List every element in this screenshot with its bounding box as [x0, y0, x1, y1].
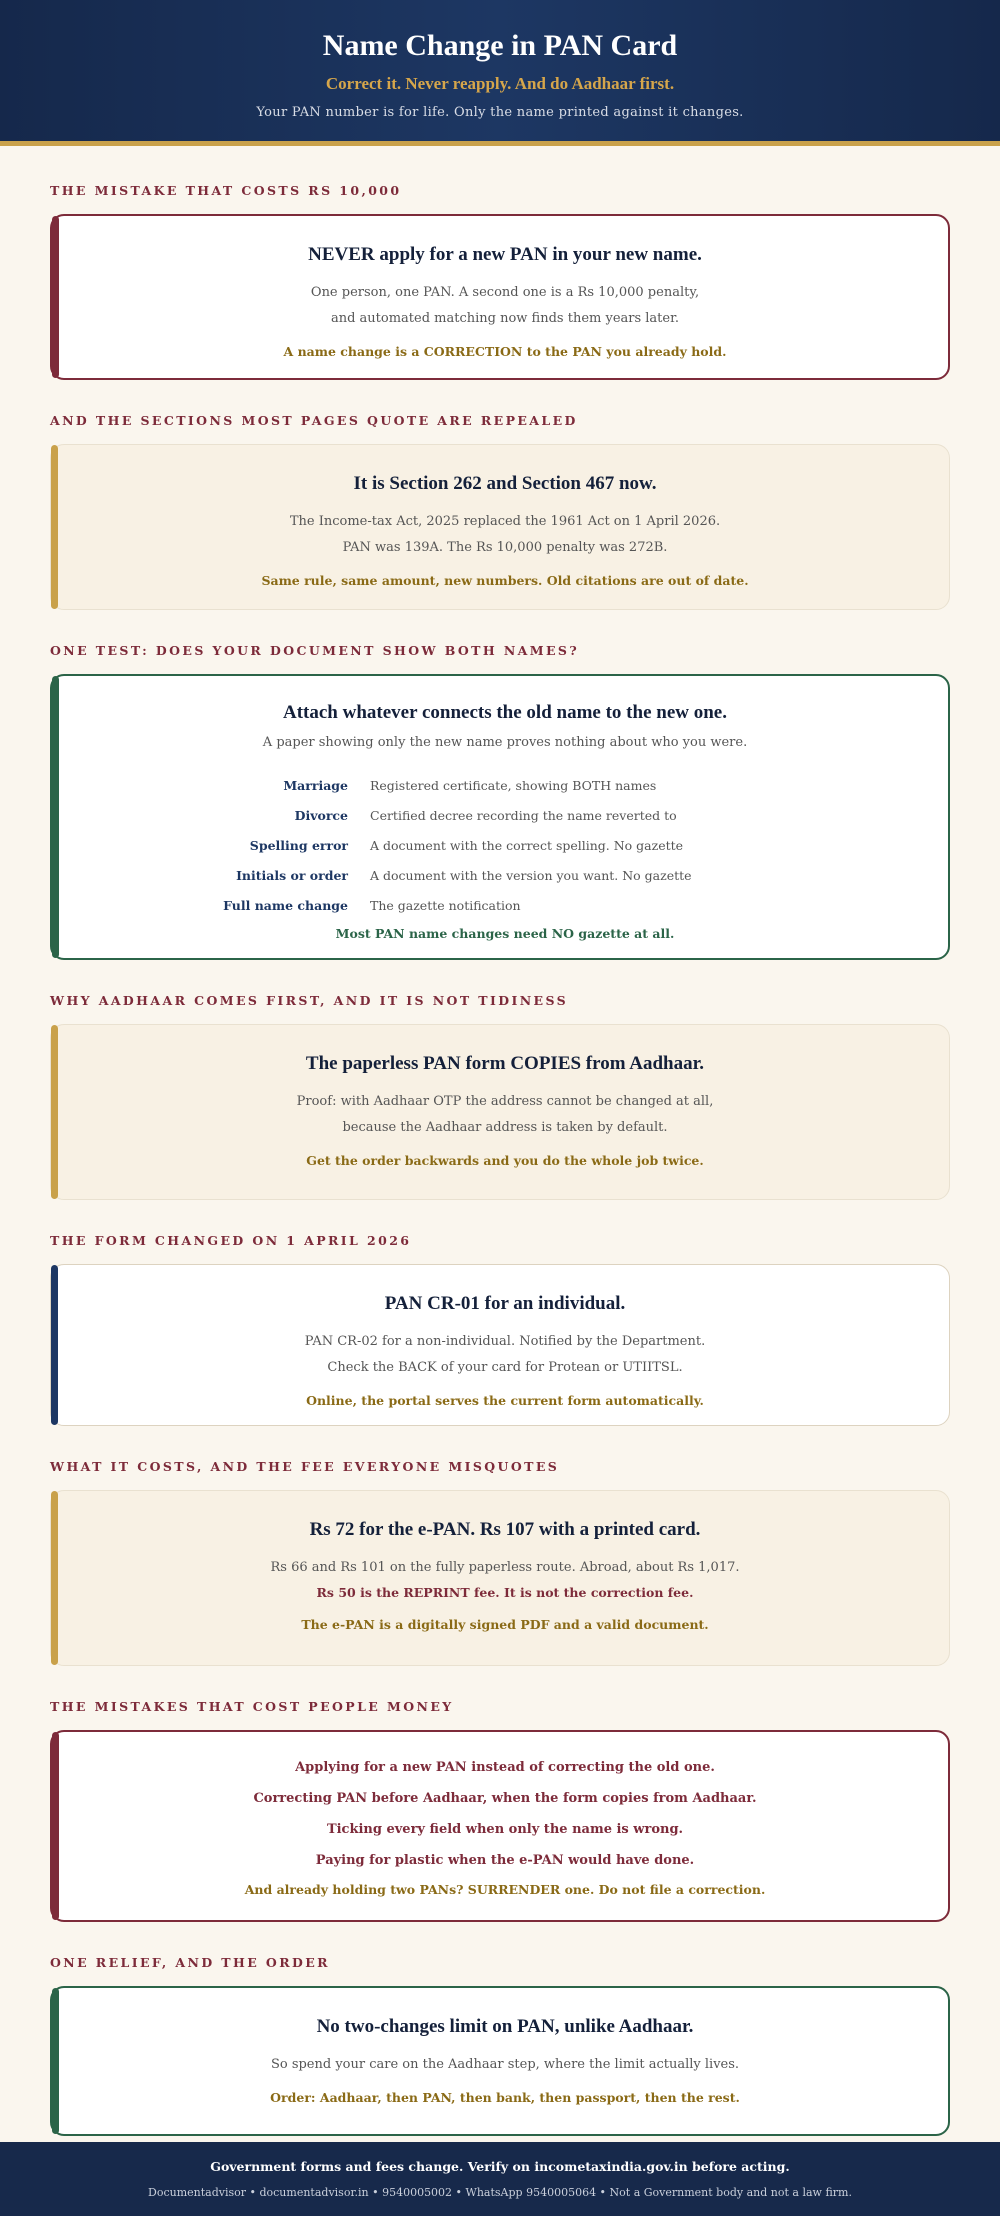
card-heading: PAN CR-01 for an individual. — [384, 1293, 626, 1314]
card-note: And already holding two PANs? SURRENDER one. Do not file a correction. — [244, 1882, 766, 1897]
section-label-test: ONE TEST: DOES YOUR DOCUMENT SHOW BOTH NAMES? — [50, 643, 580, 658]
card-repealed — [50, 444, 950, 610]
row-document: A document with the version you want. No gazette — [370, 867, 692, 883]
card-text: and automated matching now finds them years later. — [330, 311, 680, 326]
section-label-mistake: THE MISTAKE THAT COSTS RS 10,000 — [50, 183, 402, 198]
card-note: Order: Aadhaar, then PAN, then bank, then passport, then the rest. — [270, 2090, 740, 2105]
row-document: Registered certificate, showing BOTH names — [370, 777, 657, 793]
card-text: because the Aadhaar address is taken by default. — [342, 1120, 668, 1135]
footer-disclaimer: Government forms and fees change. Verify on incometaxindia.gov.in before acting. — [210, 2159, 790, 2174]
card-accent-bar — [51, 1025, 58, 1199]
section-label-repealed: AND THE SECTIONS MOST PAGES QUOTE ARE REPEALED — [50, 413, 578, 428]
card-accent-bar — [52, 1988, 59, 2134]
card-form — [50, 1264, 950, 1426]
footer-contact: Documentadvisor • documentadvisor.in • 9540005002 • WhatsApp 9540005064 • Not a Government body and not a law firm. — [148, 2186, 852, 2199]
card-heading: It is Section 262 and Section 467 now. — [353, 473, 657, 494]
card-heading: NEVER apply for a new PAN in your new name. — [308, 244, 702, 265]
document-table — [102, 770, 908, 920]
row-document: A document with the correct spelling. No gazette — [370, 837, 684, 853]
page-footer — [0, 2142, 1000, 2216]
card-text: Rs 66 and Rs 101 on the fully paperless route. Abroad, about Rs 1,017. — [270, 1560, 740, 1575]
row-case: Spelling error — [249, 837, 348, 853]
row-case: Divorce — [294, 807, 348, 823]
card-heading: Attach whatever connects the old name to the new one. — [283, 702, 727, 723]
table-row — [102, 830, 908, 860]
page-subtitle: Correct it. Never reapply. And do Aadhaar first. — [325, 74, 675, 93]
list-item: Paying for plastic when the e-PAN would have done. — [315, 1853, 695, 1868]
page-header — [0, 0, 1000, 146]
page-title: Name Change in PAN Card — [322, 29, 678, 62]
card-text: Check the BACK of your card for Protean or UTIITSL. — [327, 1360, 683, 1375]
section-label-mistakes: THE MISTAKES THAT COST PEOPLE MONEY — [50, 1699, 454, 1714]
card-accent-bar — [52, 216, 59, 378]
card-accent-bar — [51, 1265, 58, 1425]
card-text: The Income-tax Act, 2025 replaced the 1961 Act on 1 April 2026. — [289, 514, 721, 529]
table-row — [102, 770, 908, 800]
card-text: PAN CR-02 for a non-individual. Notified by the Department. — [304, 1334, 706, 1349]
row-case: Full name change — [223, 897, 348, 913]
table-row — [102, 800, 908, 830]
table-row — [102, 890, 908, 920]
card-relief — [50, 1986, 950, 2136]
list-item: Applying for a new PAN instead of correcting the old one. — [295, 1760, 715, 1775]
card-text: One person, one PAN. A second one is a Rs 10,000 penalty, — [310, 285, 700, 300]
card-cost — [50, 1490, 950, 1666]
card-text: Proof: with Aadhaar OTP the address cannot be changed at all, — [296, 1094, 714, 1109]
card-aadhaar — [50, 1024, 950, 1200]
card-text: So spend your care on the Aadhaar step, where the limit actually lives. — [270, 2057, 740, 2072]
page-tagline: Your PAN number is for life. Only the name printed against it changes. — [256, 105, 744, 120]
card-accent-bar — [51, 445, 58, 609]
section-label-form: THE FORM CHANGED ON 1 APRIL 2026 — [50, 1233, 412, 1248]
list-item: Ticking every field when only the name is wrong. — [326, 1822, 684, 1837]
card-note: Most PAN name changes need NO gazette at all. — [335, 926, 675, 941]
card-accent-bar — [52, 676, 59, 958]
section-label-cost: WHAT IT COSTS, AND THE FEE EVERYONE MISQUOTES — [50, 1459, 560, 1474]
section-label-relief: ONE RELIEF, AND THE ORDER — [50, 1955, 330, 1970]
card-heading: No two-changes limit on PAN, unlike Aadhaar. — [316, 2016, 694, 2037]
table-row — [102, 860, 908, 890]
row-case: Marriage — [283, 777, 348, 793]
card-heading: Rs 72 for the e-PAN. Rs 107 with a printed card. — [309, 1519, 701, 1540]
card-heading: The paperless PAN form COPIES from Aadhaar. — [305, 1053, 705, 1074]
card-mistake — [50, 214, 950, 380]
main-content — [0, 146, 1000, 2136]
card-note: Get the order backwards and you do the whole job twice. — [306, 1153, 704, 1168]
row-document: Certified decree recording the name reverted to — [370, 807, 677, 823]
card-mistakes — [50, 1730, 950, 1922]
card-accent-bar — [52, 1732, 59, 1920]
card-accent-bar — [51, 1491, 58, 1665]
card-text: PAN was 139A. The Rs 10,000 penalty was 272B. — [342, 540, 668, 555]
row-document: The gazette notification — [370, 897, 521, 913]
card-note: Same rule, same amount, new numbers. Old citations are out of date. — [261, 573, 749, 588]
card-document-test — [50, 674, 950, 960]
card-note: A name change is a CORRECTION to the PAN you already hold. — [283, 344, 727, 359]
section-label-aadhaar: WHY AADHAAR COMES FIRST, AND IT IS NOT TIDINESS — [50, 993, 569, 1008]
card-warning: Rs 50 is the REPRINT fee. It is not the correction fee. — [316, 1585, 694, 1600]
card-note: The e-PAN is a digitally signed PDF and a valid document. — [301, 1617, 709, 1632]
list-item: Correcting PAN before Aadhaar, when the form copies from Aadhaar. — [253, 1791, 757, 1806]
card-note: Online, the portal serves the current form automatically. — [306, 1393, 704, 1408]
card-text: A paper showing only the new name proves nothing about who you were. — [262, 735, 748, 750]
row-case: Initials or order — [236, 867, 348, 883]
